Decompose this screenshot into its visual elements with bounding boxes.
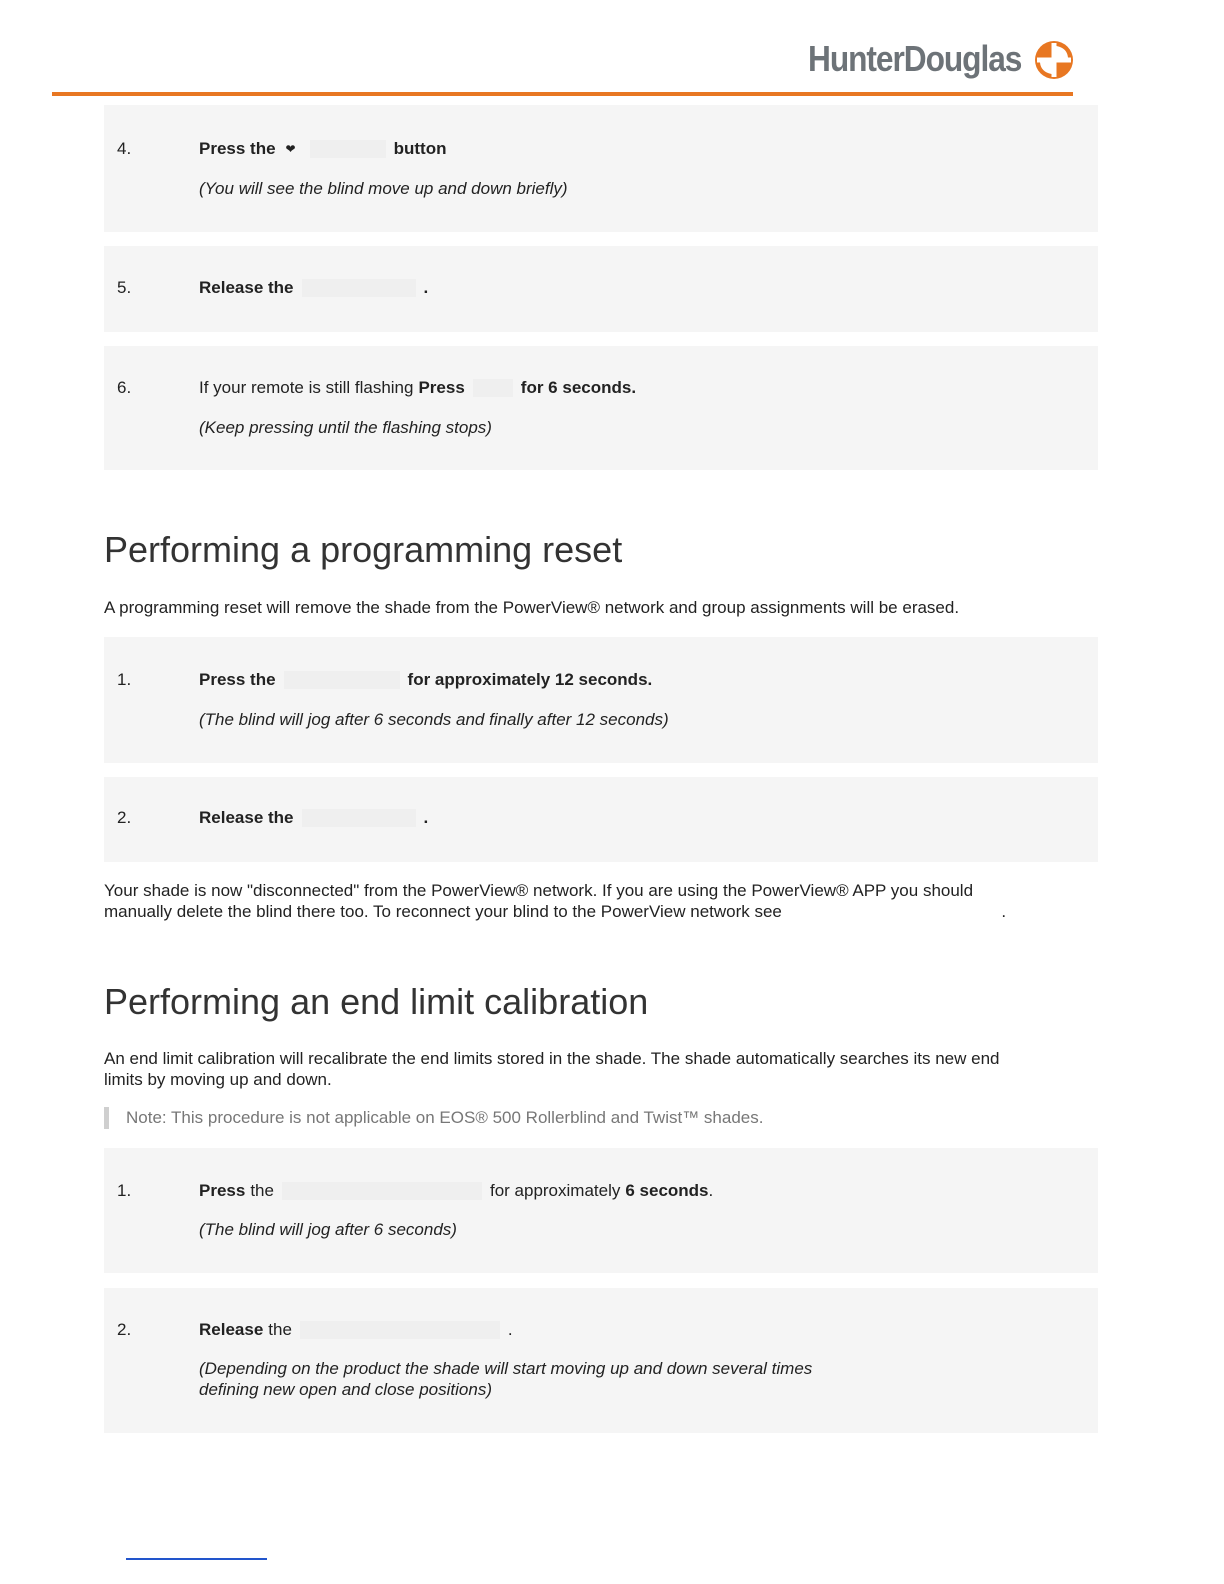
step-number: 2.: [117, 1320, 132, 1339]
step-note: (The blind will jog after 6 seconds): [199, 1220, 457, 1239]
step-instruction: [199, 808, 428, 828]
step-text: .: [423, 278, 429, 297]
button-image-placeholder: [473, 379, 513, 397]
section-intro: [104, 1048, 1104, 1090]
brand-name: HunterDouglas: [808, 38, 1022, 79]
note-line: defining new open and close positions): [199, 1380, 492, 1399]
outro-line: [104, 901, 1104, 922]
step-text: Press: [418, 378, 465, 397]
step-text: for approximately: [489, 1181, 621, 1200]
step-number: 1.: [117, 670, 132, 689]
step-instruction: [199, 278, 428, 298]
step-text: .: [423, 808, 429, 827]
step-instruction: [199, 1320, 513, 1340]
step-number: 1.: [117, 1181, 132, 1200]
button-image-placeholder: [282, 1182, 482, 1200]
intro-line: limits by moving up and down.: [104, 1070, 332, 1089]
step-instruction: [199, 670, 652, 690]
step-text: the: [250, 1181, 274, 1200]
step-panel: [104, 1288, 1098, 1433]
brand-logo-mark-icon: [1034, 40, 1074, 80]
step-number: 4.: [117, 139, 132, 158]
step-panel: [104, 1148, 1098, 1273]
button-image-placeholder: [302, 279, 416, 297]
header-rule: [52, 92, 1073, 96]
step-text: the: [268, 1320, 292, 1339]
step-text: .: [708, 1181, 714, 1200]
step-note: (Keep pressing until the flashing stops): [199, 418, 492, 437]
note-line: (Depending on the product the shade will start moving up and down several times: [199, 1359, 813, 1378]
page-header: [0, 0, 1224, 100]
note-callout: Note: This procedure is not applicable on EOS® 500 Rollerblind and Twist™ shades.: [104, 1107, 763, 1129]
step-number: 2.: [117, 808, 132, 827]
section-outro: [104, 880, 1104, 922]
step-panel: [104, 637, 1098, 763]
step-text: Release the: [199, 808, 294, 827]
step-text: button: [393, 139, 447, 158]
step-panel: [104, 246, 1098, 332]
step-text: Press the: [199, 670, 276, 689]
step-note: [199, 1358, 812, 1400]
step-note: (The blind will jog after 6 seconds and finally after 12 seconds): [199, 710, 669, 729]
section-heading: Performing an end limit calibration: [104, 981, 649, 1022]
intro-line: An end limit calibration will recalibrate the end limits stored in the shade. The shade automatically searches its new end: [104, 1049, 1000, 1068]
step-instruction: [199, 139, 446, 159]
step-text: Release the: [199, 278, 294, 297]
button-image-placeholder: [310, 140, 386, 158]
step-number: 5.: [117, 278, 132, 297]
heart-icon: ❤: [285, 142, 296, 156]
step-text: 6 seconds: [625, 1181, 709, 1200]
step-text: for 6 seconds.: [520, 378, 637, 397]
step-text: Press: [199, 1181, 246, 1200]
outro-text: manually delete the blind there too. To reconnect your blind to the PowerView network see: [104, 902, 782, 921]
step-text: If your remote is still flashing: [199, 378, 414, 397]
footer-link-underline[interactable]: [126, 1558, 267, 1560]
step-instruction: [199, 378, 636, 398]
step-panel: [104, 777, 1098, 862]
step-panel: [104, 105, 1098, 232]
step-number: 6.: [117, 378, 132, 397]
button-image-placeholder: [284, 671, 400, 689]
button-image-placeholder: [302, 809, 416, 827]
section-intro: A programming reset will remove the shade from the PowerView® network and group assignments will be erased.: [104, 598, 960, 617]
brand-logo: [808, 38, 1050, 80]
step-text: Press the: [199, 139, 276, 158]
button-image-placeholder: [300, 1321, 500, 1339]
section-heading: Performing a programming reset: [104, 529, 623, 570]
step-text: .: [507, 1320, 513, 1339]
outro-end: .: [1001, 902, 1007, 921]
step-panel: [104, 346, 1098, 470]
step-note: (You will see the blind move up and down briefly): [199, 179, 568, 198]
outro-line: Your shade is now "disconnected" from the PowerView® network. If you are using the PowerView® APP you should: [104, 881, 974, 900]
step-text: for approximately 12 seconds.: [407, 670, 653, 689]
step-text: Release: [199, 1320, 264, 1339]
step-instruction: [199, 1181, 713, 1201]
